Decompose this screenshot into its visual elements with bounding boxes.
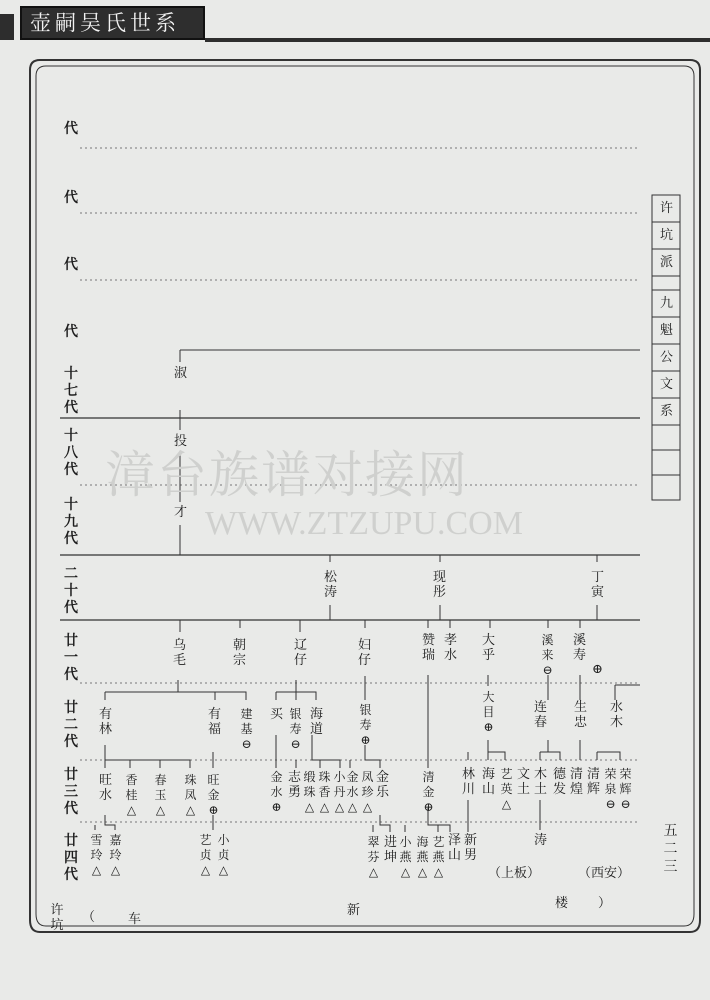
side-char: 文 [659, 377, 673, 392]
person-name: 连春 [533, 700, 547, 730]
person-name: 妇仔 [357, 638, 371, 668]
person-name: 溪寿 [572, 633, 586, 663]
person-name: 林川 [461, 767, 475, 797]
generation-label: 廿一代 [64, 633, 78, 683]
side-char: 公 [659, 350, 673, 365]
person-name: 淑 [173, 366, 187, 381]
side-char: 坑 [659, 228, 673, 243]
page-number: 五二三 [663, 823, 678, 875]
watermark-text: 漳台族谱对接网 [105, 446, 469, 504]
person-name: 建基⊖ [240, 707, 253, 751]
person-name: 涛 [533, 833, 547, 848]
person-name: 有林 [98, 707, 112, 737]
generation-label: 代 [64, 190, 78, 206]
person-name: 志勇 [287, 770, 301, 800]
person-name: 辽仔 [293, 638, 307, 668]
person-name: 翠芬△ [367, 835, 380, 879]
person-name: 小燕△ [399, 835, 412, 879]
person-name: 珠香△ [318, 770, 331, 814]
person-name: 买 [269, 707, 283, 722]
person-name: 清煌 [569, 767, 583, 797]
person-name: 松涛 [323, 570, 337, 600]
generation-label: 代 [64, 257, 78, 273]
person-name: 荣辉⊖ [619, 767, 632, 811]
person-name: 孝水 [443, 633, 457, 663]
person-name: 现彤 [432, 570, 446, 600]
generation-label: 廿二代 [64, 700, 78, 750]
person-name: 木土 [533, 767, 547, 797]
person-name: 才 [173, 505, 187, 520]
person-name: 德发 [552, 767, 566, 797]
footer-address-part: 车 [128, 912, 142, 927]
person-name: 清辉 [586, 767, 600, 797]
person-name: 雪玲△ [90, 833, 103, 877]
person-name: 小贞△ [217, 833, 230, 877]
person-name: 水木 [609, 700, 623, 730]
generation-label: 廿三代 [64, 767, 78, 817]
side-char: 九 [659, 296, 673, 311]
side-char: 系 [659, 404, 673, 419]
person-name: 旺水 [98, 773, 112, 803]
person-name: 艺英△ [500, 767, 513, 811]
generation-label: 代 [64, 121, 78, 137]
generation-label: 二十代 [64, 566, 78, 616]
person-name: 新男 [463, 833, 477, 863]
person-name: 银寿⊕ [359, 703, 372, 747]
person-name: 大乎 [481, 633, 495, 663]
person-name: 海山 [481, 767, 495, 797]
person-name: 荣泉⊖ [604, 767, 617, 811]
person-name: 艺贞△ [199, 833, 212, 877]
person-name: 文土 [516, 767, 530, 797]
generation-label: 十七代 [64, 366, 78, 416]
person-name: 春玉△ [154, 773, 167, 817]
footer-place: 许坑 [50, 903, 64, 933]
footer-address-part: ） [598, 896, 612, 911]
person-name: 金水△ [346, 770, 359, 814]
person-name: 投 [173, 434, 187, 449]
person-name: 缎珠△ [303, 770, 316, 814]
person-name: 海道 [309, 707, 323, 737]
location-note: （上板） [488, 866, 541, 881]
person-name: 赞瑞 [421, 633, 435, 663]
person-name: 溪来⊖ [541, 633, 554, 677]
generation-label: 十八代 [64, 428, 78, 478]
generation-label: 廿四代 [64, 833, 78, 883]
person-name: 嘉玲△ [109, 833, 122, 877]
person-name: 银寿⊖ [289, 707, 302, 751]
person-name: 香桂△ [125, 773, 138, 817]
footer-address-part: 楼 [555, 896, 569, 911]
person-name: 朝宗 [232, 638, 246, 668]
person-name: 金水⊕ [270, 770, 283, 814]
person-name: 小丹△ [333, 770, 346, 814]
side-char: 许 [659, 201, 673, 216]
watermark-url: WWW.ZTZUPU.COM [205, 505, 523, 542]
generation-label: 十九代 [64, 497, 78, 547]
side-char: 派 [659, 255, 673, 270]
book-title: 壶嗣吴氏世系 [30, 11, 180, 35]
person-name: 大目⊕ [482, 690, 495, 734]
person-name: 珠凤△ [184, 773, 197, 817]
person-name: 生忠 [573, 700, 587, 730]
status-mark: ⊕ [592, 662, 603, 677]
person-name: 海燕△ [416, 835, 429, 879]
footer-address-part: （ [82, 910, 96, 925]
person-name: 泽山 [447, 833, 461, 863]
person-name: 金乐 [375, 770, 389, 800]
person-name: 乌毛 [172, 638, 186, 668]
person-name: 凤珍△ [361, 770, 374, 814]
person-name: 旺金⊕ [207, 773, 220, 817]
person-name: 清金⊕ [422, 770, 435, 814]
person-name: 丁寅 [590, 570, 604, 600]
generation-label: 代 [64, 324, 78, 340]
person-name: 艺燕△ [432, 835, 445, 879]
location-note: （西安） [578, 866, 631, 881]
person-name: 进坤 [383, 835, 397, 865]
person-name: 有福 [207, 707, 221, 737]
footer-address-part: 新 [347, 903, 361, 918]
side-char: 魁 [659, 323, 673, 338]
